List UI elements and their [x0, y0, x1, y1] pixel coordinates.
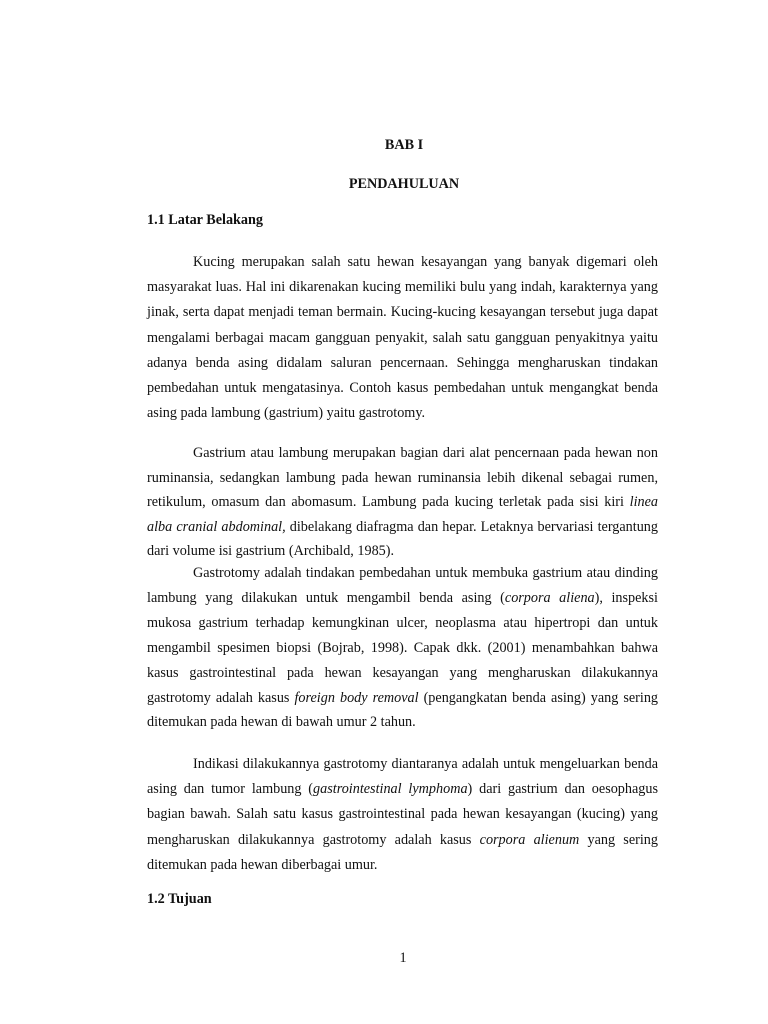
paragraph-4-text-b: ) dari gastrium dan oesophagus bagian bawah. Salah satu kasus gastrointestinal pada hewan kesayangan (kucing) yang mengharuskan dilakukannya gastrotomy adalah kasus [147, 781, 659, 848]
paragraph-3-italic-1: corpora aliena [504, 589, 595, 606]
paragraph-4-text-c: yang sering ditemukan pada hewan diberbagai umur. [147, 831, 658, 873]
paragraph-3-italic-2: foreign body removal [294, 689, 419, 706]
page-number: 1 [399, 950, 407, 966]
section-heading-latar-belakang: 1.1 Latar Belakang [147, 212, 264, 228]
section-heading-tujuan: 1.2 Tujuan [147, 891, 212, 907]
paragraph-4-italic-2: corpora alienum [479, 831, 580, 848]
paragraph-4 [147, 752, 658, 878]
chapter-title: PENDAHULUAN [348, 176, 460, 192]
paragraph-3 [147, 561, 658, 735]
paragraph-3-text-c: (pengangkatan benda asing) yang sering ditemukan pada hewan di bawah umur 2 tahun. [147, 689, 659, 731]
paragraph-4-italic-1: gastrointestinal lymphoma [313, 781, 468, 798]
paragraph-4-text-a: Indikasi dilakukannya gastrotomy diantaranya adalah untuk mengeluarkan benda asing dan tumor lambung ( [147, 756, 658, 798]
paragraph-2-text-a: Gastrium atau lambung merupakan bagian dari alat pencernaan pada hewan non ruminansia, sedangkan lambung pada hewan ruminansia lebih dikenal sebagai rumen, retikulum, omasum dan abomasum. Lambung pada kucing terletak pada sisi kiri [147, 445, 658, 510]
paragraph-1: Kucing merupakan salah satu hewan kesayangan yang banyak digemari oleh masyarakat luas. Hal ini dikarenakan kucing memiliki bulu yang indah, karakternya yang jinak, serta dapat menjadi teman bermain. Kucing-kucing kesayangan tersebut juga dapat mengalami berbagai macam gangguan penyakit, salah satu gangguan penyakitnya yaitu adanya benda asing didalam saluran pencernaan. Sehingga mengharuskan tindakan pembedahan untuk mengatasinya. Contoh kasus pembedahan untuk mengangkat benda asing pada lambung (gastrium) yaitu gastrotomy. [147, 254, 658, 422]
paragraph-3-text-a: Gastrotomy adalah tindakan pembedahan untuk membuka gastrium atau dinding lambung yang dilakukan untuk mengambil benda asing ( [147, 565, 658, 606]
chapter-label: BAB I [384, 137, 424, 153]
paragraph-2-italic-1: linea alba cranial abdominal, [147, 494, 658, 535]
paragraph-2 [147, 441, 658, 564]
paragraph-3-text-b: ), inspeksi mukosa gastrium terhadap kemungkinan ulcer, neoplasma atau hipertropi dan untuk mengambil spesimen biopsi (Bojrab, 1998). Capak dkk. (2001) menambahkan bahwa kasus gastrointestinal pada hewan kesayangan yang mengharuskan dilakukannya gastrotomy adalah kasus [147, 589, 658, 706]
paragraph-2-text-b: dibelakang diafragma dan hepar. Letaknya bervariasi tergantung dari volume isi gastrium (Archibald, 1985). [147, 518, 658, 559]
